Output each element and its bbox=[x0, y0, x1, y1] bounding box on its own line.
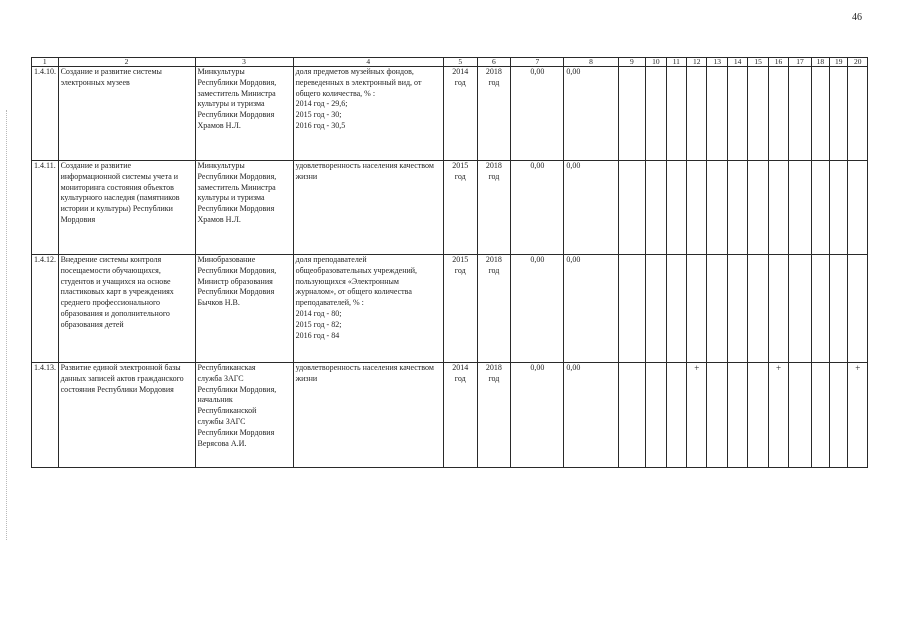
column-header: 20 bbox=[848, 58, 868, 67]
column-header: 6 bbox=[477, 58, 511, 67]
column-header: 7 bbox=[511, 58, 564, 67]
column-header: 16 bbox=[768, 58, 788, 67]
empty-cell bbox=[789, 363, 811, 468]
column-header: 19 bbox=[830, 58, 848, 67]
start-year: 2015 год bbox=[443, 255, 477, 363]
column-header: 2 bbox=[58, 58, 195, 67]
funding-cell: 0,00 bbox=[564, 255, 618, 363]
empty-cell bbox=[830, 67, 848, 161]
table-row bbox=[32, 363, 868, 468]
empty-cell bbox=[830, 363, 848, 468]
activity-title: Создание и развитие системы электронных музеев bbox=[58, 67, 195, 161]
column-header: 10 bbox=[646, 58, 666, 67]
empty-cell bbox=[666, 67, 686, 161]
mark-cell bbox=[848, 161, 868, 255]
target-indicator: удовлетворенность населения качеством жизни bbox=[293, 363, 443, 468]
empty-cell bbox=[707, 161, 727, 255]
responsible-executor: Республиканская служба ЗАГС Республики Мордовия, начальник Республиканской службы ЗАГС Республики Мордовия Верясова А.И. bbox=[195, 363, 293, 468]
activity-title: Создание и развитие информационной системы учета и мониторинга состояния объектов культурного наследия (памятников истории и культуры) Республики Мордовия bbox=[58, 161, 195, 255]
mark-cell: + bbox=[768, 363, 788, 468]
mark-cell bbox=[768, 255, 788, 363]
end-year: 2018 год bbox=[477, 363, 511, 468]
activity-title: Внедрение системы контроля посещаемости обучающихся, студентов и учащихся на основе пластиковых карт в учреждениях среднего профессионального образования и дополнительного образования детей bbox=[58, 255, 195, 363]
column-header: 5 bbox=[443, 58, 477, 67]
column-header: 17 bbox=[789, 58, 811, 67]
responsible-executor: Минкультуры Республики Мордовия, заместитель Министра культуры и туризма Республики Мордовия Храмов Н.Л. bbox=[195, 161, 293, 255]
empty-cell bbox=[666, 255, 686, 363]
mark-cell bbox=[848, 255, 868, 363]
column-header: 11 bbox=[666, 58, 686, 67]
empty-cell bbox=[646, 255, 666, 363]
row-number: 1.4.12. bbox=[32, 255, 59, 363]
empty-cell bbox=[666, 161, 686, 255]
column-header: 15 bbox=[748, 58, 768, 67]
end-year: 2018 год bbox=[477, 255, 511, 363]
row-number: 1.4.11. bbox=[32, 161, 59, 255]
mark-cell bbox=[687, 255, 707, 363]
empty-cell bbox=[727, 363, 747, 468]
empty-cell bbox=[811, 255, 829, 363]
empty-cell bbox=[618, 161, 646, 255]
column-header: 4 bbox=[293, 58, 443, 67]
empty-cell bbox=[811, 67, 829, 161]
empty-cell bbox=[707, 67, 727, 161]
table-row bbox=[32, 67, 868, 161]
column-header: 1 bbox=[32, 58, 59, 67]
empty-cell bbox=[748, 161, 768, 255]
column-header: 3 bbox=[195, 58, 293, 67]
empty-cell bbox=[646, 67, 666, 161]
empty-cell bbox=[707, 363, 727, 468]
column-header: 9 bbox=[618, 58, 646, 67]
funding-cell: 0,00 bbox=[511, 255, 564, 363]
mark-cell bbox=[687, 67, 707, 161]
mark-cell bbox=[768, 161, 788, 255]
responsible-executor: Минкультуры Республики Мордовия, заместитель Министра культуры и туризма Республики Мордовия Храмов Н.Л. bbox=[195, 67, 293, 161]
empty-cell bbox=[748, 67, 768, 161]
responsible-executor: Минобразование Республики Мордовия, Министр образования Республики Мордовия Бычков Н.В. bbox=[195, 255, 293, 363]
column-header: 13 bbox=[707, 58, 727, 67]
start-year: 2015 год bbox=[443, 161, 477, 255]
empty-cell bbox=[727, 255, 747, 363]
empty-cell bbox=[830, 255, 848, 363]
binding-margin-dots bbox=[6, 110, 11, 540]
funding-cell: 0,00 bbox=[564, 363, 618, 468]
end-year: 2018 год bbox=[477, 67, 511, 161]
mark-cell: + bbox=[687, 363, 707, 468]
empty-cell bbox=[748, 255, 768, 363]
mark-cell: + bbox=[848, 363, 868, 468]
empty-cell bbox=[748, 363, 768, 468]
empty-cell bbox=[727, 161, 747, 255]
empty-cell bbox=[618, 67, 646, 161]
empty-cell bbox=[646, 161, 666, 255]
empty-cell bbox=[727, 67, 747, 161]
page-number: 46 bbox=[852, 12, 862, 23]
row-number: 1.4.13. bbox=[32, 363, 59, 468]
row-number: 1.4.10. bbox=[32, 67, 59, 161]
target-indicator: удовлетворенность населения качеством жизни bbox=[293, 161, 443, 255]
mark-cell bbox=[687, 161, 707, 255]
empty-cell bbox=[707, 255, 727, 363]
mark-cell bbox=[768, 67, 788, 161]
mark-cell bbox=[848, 67, 868, 161]
empty-cell bbox=[666, 363, 686, 468]
funding-cell: 0,00 bbox=[564, 161, 618, 255]
column-header: 8 bbox=[564, 58, 618, 67]
start-year: 2014 год bbox=[443, 67, 477, 161]
funding-cell: 0,00 bbox=[564, 67, 618, 161]
activity-title: Развитие единой электронной базы данных записей актов гражданского состояния Республики Мордовия bbox=[58, 363, 195, 468]
empty-cell bbox=[618, 255, 646, 363]
empty-cell bbox=[789, 161, 811, 255]
target-indicator: доля предметов музейных фондов, переведенных в электронный вид, от общего количества, % : 2014 год - 29,6; 2015 год - 30; 2016 год - 30,5 bbox=[293, 67, 443, 161]
empty-cell bbox=[646, 363, 666, 468]
end-year: 2018 год bbox=[477, 161, 511, 255]
empty-cell bbox=[811, 161, 829, 255]
target-indicator: доля преподавателей общеобразовательных учреждений, пользующихся «Электронным журналом», от общего количества преподавателей, % : 2014 год - 80; 2015 год - 82; 2016 год - 84 bbox=[293, 255, 443, 363]
start-year: 2014 год bbox=[443, 363, 477, 468]
empty-cell bbox=[830, 161, 848, 255]
table-row bbox=[32, 255, 868, 363]
program-activities-table bbox=[31, 57, 868, 468]
funding-cell: 0,00 bbox=[511, 363, 564, 468]
column-header: 14 bbox=[727, 58, 747, 67]
funding-cell: 0,00 bbox=[511, 67, 564, 161]
column-header: 18 bbox=[811, 58, 829, 67]
column-number-row bbox=[32, 58, 868, 67]
empty-cell bbox=[618, 363, 646, 468]
empty-cell bbox=[789, 67, 811, 161]
empty-cell bbox=[789, 255, 811, 363]
funding-cell: 0,00 bbox=[511, 161, 564, 255]
table-row bbox=[32, 161, 868, 255]
column-header: 12 bbox=[687, 58, 707, 67]
empty-cell bbox=[811, 363, 829, 468]
